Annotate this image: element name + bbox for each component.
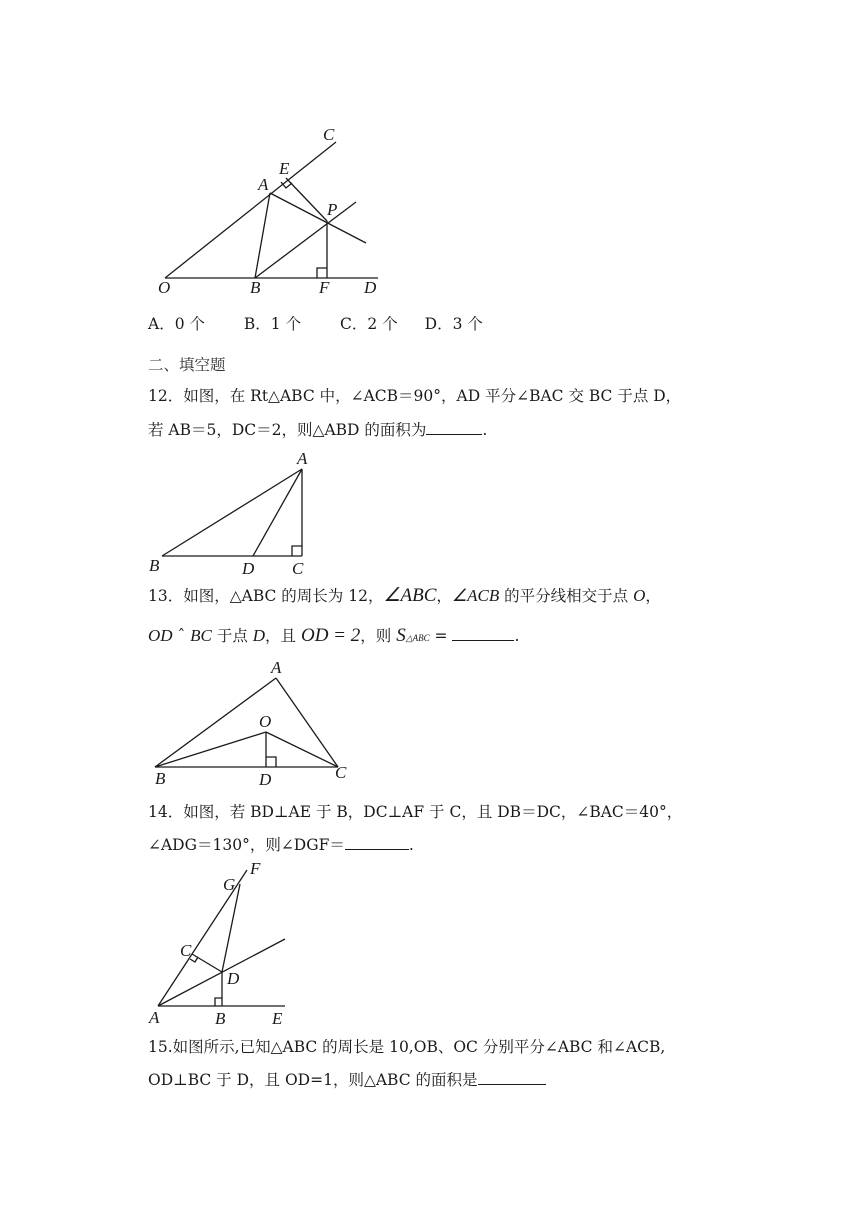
q13-point-d: D	[252, 626, 266, 645]
fig12-label-a: A	[297, 449, 308, 468]
fig11-label-f: F	[319, 278, 330, 297]
q13-text-a: 13．如图，△ABC 的周长为 12，	[148, 587, 384, 605]
q13-period: .	[514, 627, 520, 645]
q12-line-1: 12．如图，在 Rt△ABC 中，∠ACB＝90°，AD 平分∠BAC 交 BC 于点 D，	[148, 387, 682, 405]
q14-text: ∠ADG＝130°，则∠DGF＝	[148, 836, 345, 854]
fig13-label-a: A	[271, 658, 282, 677]
q13-angle-abc: ∠ABC	[383, 585, 437, 606]
fig14-label-f: F	[250, 859, 261, 878]
q11-option-a: A．0 个	[148, 315, 205, 333]
q13-od-eq: OD = 2	[300, 625, 361, 646]
fig11-label-b: B	[250, 278, 261, 297]
fig11-label-d: D	[364, 278, 377, 297]
q13-bc: BC	[190, 626, 212, 645]
fig14-label-b: B	[215, 1009, 226, 1028]
q13-equals: =	[429, 627, 453, 645]
fig11-label-o: O	[158, 278, 171, 297]
q14-period: .	[408, 836, 414, 854]
fig13-label-o: O	[259, 712, 272, 731]
section-title: 二、填空题	[148, 356, 226, 374]
q13-angle-acb: ∠ACB	[451, 586, 500, 605]
q13-area-subscript: △ABC	[405, 633, 430, 643]
q13-area-symbol: S	[396, 625, 406, 646]
fig14-label-d: D	[227, 969, 240, 988]
q13-text-c: 的平分线相交于点	[499, 587, 634, 605]
answer-blank	[478, 1070, 546, 1085]
q13-text-e: 于点	[211, 627, 253, 645]
q11-option-d: D．3 个	[424, 315, 483, 333]
q13-point-o: O	[633, 586, 646, 605]
q15-line-1: 15.如图所示,已知△ABC 的周长是 10,OB、OC 分别平分∠ABC 和∠ACB,	[148, 1038, 666, 1056]
q14-line-1: 14．如图，若 BD⊥AE 于 B，DC⊥AF 于 C，且 DB＝DC，∠BAC＝40°，	[148, 803, 683, 821]
fig11-label-a: A	[258, 175, 269, 194]
fig14-label-c: C	[180, 941, 192, 960]
fig11-label-e: E	[279, 159, 290, 178]
fig12-label-d: D	[242, 559, 255, 578]
q12-period: .	[482, 421, 488, 439]
fig13-label-c: C	[335, 763, 347, 782]
q11-option-c: C．2 个	[340, 315, 398, 333]
q13-text-f: ，且	[265, 627, 301, 645]
fig12-label-c: C	[292, 559, 304, 578]
q12-text: 若 AB＝5，DC＝2，则△ABD 的面积为	[148, 421, 427, 439]
q13-perp-glyph: ˆ	[172, 627, 191, 645]
q13-text-b: ，	[436, 587, 452, 605]
fig13-label-d: D	[259, 770, 272, 789]
fig11-label-c: C	[323, 125, 335, 144]
fig14-label-a: A	[149, 1008, 160, 1027]
q11-option-b: B．1 个	[243, 315, 302, 333]
fig13-label-b: B	[155, 769, 166, 788]
fig14-label-e: E	[272, 1009, 283, 1028]
q13-text-g: ，则	[360, 627, 397, 645]
q15-text: OD⊥BC 于 D，且 OD=1，则△ABC 的面积是	[148, 1071, 478, 1089]
q13-od: OD	[148, 626, 173, 645]
fig11-label-p: P	[327, 200, 338, 219]
fig12-label-b: B	[149, 556, 160, 575]
q13-text-d: ，	[645, 587, 661, 605]
fig14-label-g: G	[223, 875, 236, 894]
q15-line-2	[148, 1068, 546, 1092]
